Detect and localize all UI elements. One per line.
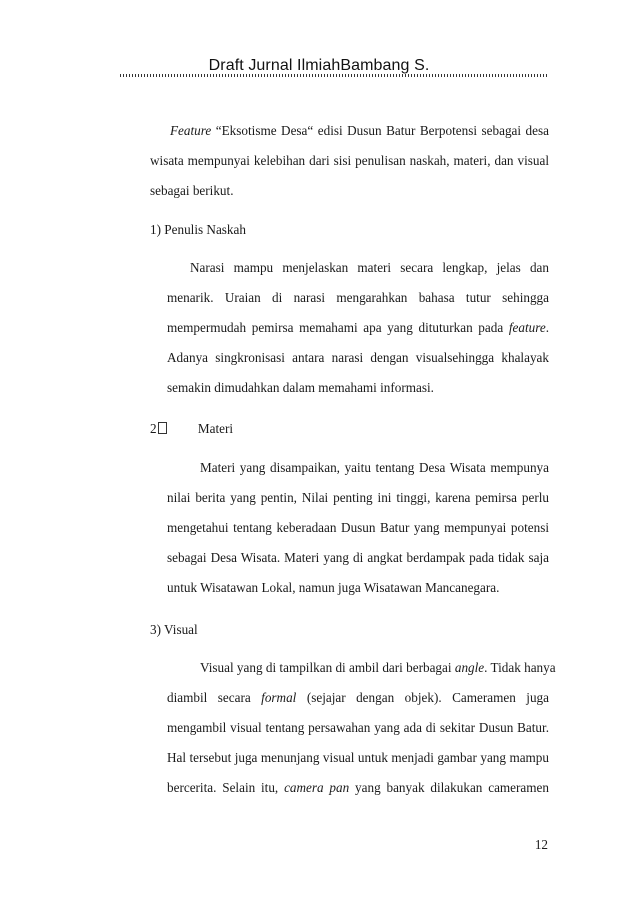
- s3-line-5: [167, 773, 549, 803]
- intro-line-3: sebagai berikut.: [150, 183, 234, 198]
- section-1-heading: 1) Penulis Naskah: [150, 222, 246, 237]
- section-1-body: [167, 253, 549, 403]
- section-2-number: 2: [150, 421, 157, 436]
- s3-line-5-text: bercerita. Selain itu,: [167, 780, 285, 795]
- feature-term: Feature: [170, 123, 212, 138]
- s1-line-5: semakin dimudahkan dalam memahami informasi.: [167, 380, 434, 395]
- intro-paragraph: [150, 116, 549, 146]
- s1-line-4: Adanya singkronisasi antara narasi dengan visualsehingga khalayak: [167, 350, 549, 365]
- s3-line-2-tail: (sejajar dengan objek). Cameramen juga: [296, 690, 549, 705]
- angle-term: angle: [454, 660, 485, 675]
- intro-line-1: [170, 116, 549, 146]
- running-header: Draft Jurnal IlmiahBambang S.: [208, 57, 430, 74]
- formal-term: formal: [261, 690, 297, 705]
- s2-line-2: nilai berita yang pentin, Nilai penting ini tinggi, karena pemirsa perlu: [167, 490, 549, 505]
- section-2-body: [167, 453, 549, 603]
- intro-line-2: wisata mempunyai kelebihan dari sisi penulisan naskah, materi, dan visual: [150, 153, 549, 168]
- s1-line-3-text: mempermudah pemirsa memahami apa yang dituturkan pada: [167, 320, 509, 335]
- s2-line-5: untuk Wisatawan Lokal, namun juga Wisatawan Mancanegara.: [167, 580, 500, 595]
- section-2-title: Materi: [197, 421, 234, 436]
- header-divider: [120, 74, 549, 77]
- s3-line-1: [200, 653, 556, 683]
- s2-line-3: mengetahui tentang keberadaan Dusun Batur yang mempunyai potensi: [167, 520, 549, 535]
- intro-paragraph-body: [150, 146, 549, 206]
- s3-line-1-tail: . Tidak hanya: [484, 660, 556, 675]
- missing-glyph-icon: [158, 422, 167, 434]
- s3-line-2: [167, 683, 549, 713]
- page-number: 12: [534, 837, 548, 852]
- s2-line-1: Materi yang disampaikan, yaitu tentang Desa Wisata mempunya: [200, 460, 549, 475]
- s3-line-3: mengambil visual tentang persawahan yang ada di sekitar Dusun Batur.: [167, 720, 549, 735]
- s3-line-1-text: Visual yang di tampilkan di ambil dari berbagai: [200, 660, 455, 675]
- feature-term-2: feature: [508, 320, 546, 335]
- intro-line-1-text: “Eksotisme Desa“ edisi Dusun Batur Berpotensi sebagai desa: [211, 123, 549, 138]
- s3-line-4: Hal tersebut juga menunjang visual untuk menjadi gambar yang mampu: [167, 750, 549, 765]
- section-3-body: [167, 653, 556, 803]
- camera-pan-term: camera pan: [284, 780, 350, 795]
- s3-line-5-tail: yang banyak dilakukan cameramen: [349, 780, 549, 795]
- section-2-heading: [150, 421, 233, 437]
- s2-line-4: sebagai Desa Wisata. Materi yang di angkat berdampak pada tidak saja: [167, 550, 549, 565]
- s3-line-2-text: diambil secara: [167, 690, 262, 705]
- s1-line-1: Narasi mampu menjelaskan materi secara lengkap, jelas dan: [190, 260, 549, 275]
- section-3-heading: 3) Visual: [150, 622, 198, 637]
- s1-line-3: mempermudah pemirsa memahami apa yang dituturkan pada feature.: [167, 320, 549, 335]
- s1-line-2: menarik. Uraian di narasi mengarahkan bahasa tutur sehingga: [167, 290, 549, 305]
